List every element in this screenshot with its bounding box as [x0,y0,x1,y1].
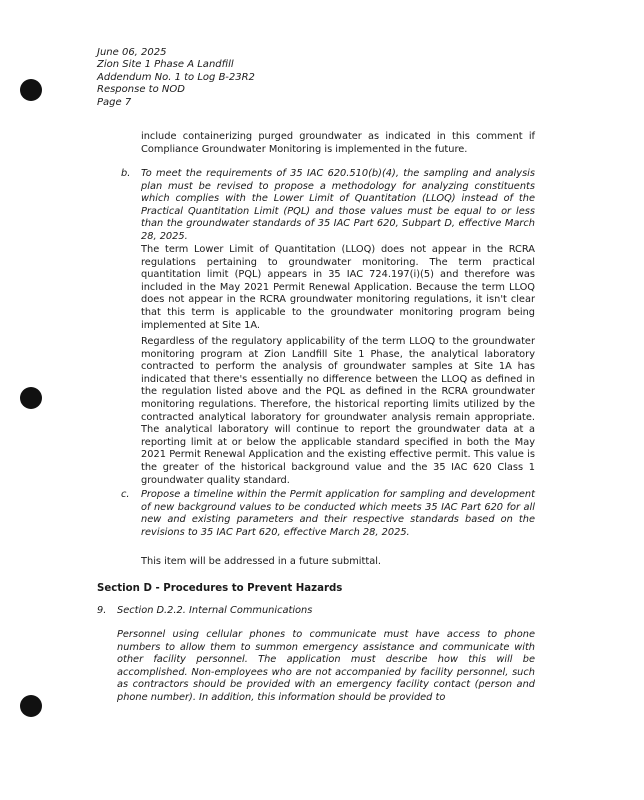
item-b-letter: b. [121,168,131,179]
item-9-comment: Personnel using cellular phones to communicate must have access to phone numbers to allow them to summon emergency assistance and communicate with other facility personnel. The application must describe how this will be accomplished. Non-employees who are not accompanied by facility personnel, such as contractors should be provided with an emergency facility contact (person and phone number). In addition, this information should be provided to [117,629,535,703]
page-header [97,47,255,109]
item-c-response: This item will be addressed in a future submittal. [141,556,382,567]
binder-hole-top [20,79,42,101]
item-b-response-1: The term Lower Limit of Quantitation (LLOQ) does not appear in the RCRA regulations pertaining to groundwater monitoring. The term practical quantitation limit (PQL) appears in 35 IAC 724.197(i)(5) and therefore was included in the May 2021 Permit Renewal Application. Because the term LLOQ does not appear in the RCRA groundwater monitoring regulations, it isn't clear that this term is applicable to the groundwater monitoring program being implemented at Site 1A. [141,244,535,331]
item-9-number: 9. [97,605,107,616]
header-response: Response to NOD [97,84,185,96]
item-9-title: Section D.2.2. Internal Communications [117,605,313,616]
intro-continuation: include containerizing purged groundwater as indicated in this comment if Compliance Groundwater Monitoring is implemented in the future. [141,131,535,155]
section-d-heading: Section D - Procedures to Prevent Hazards [97,583,343,594]
item-c-comment: Propose a timeline within the Permit application for sampling and development of new background values to be conducted which meets 35 IAC Part 620 for all new and existing parameters and their respective standards based on the revisions to 35 IAC Part 620, effective March 28, 2025. [141,489,535,538]
header-page-number: Page 7 [97,96,132,108]
header-site: Zion Site 1 Phase A Landfill [97,59,234,71]
binder-hole-middle [20,387,42,409]
binder-hole-bottom [20,695,42,717]
header-addendum: Addendum No. 1 to Log B-23R2 [97,71,255,83]
item-c-letter: c. [121,489,130,500]
item-b-response-2: Regardless of the regulatory applicability of the term LLOQ to the groundwater monitoring program at Zion Landfill Site 1 Phase, the analytical laboratory contracted to perform the analysis of groundwater samples at Site 1A has indicated that there's essentially no difference between the LLOQ as defined in the regulation listed above and the PQL as defined in the RCRA groundwater monitoring regulations. Therefore, the historical reporting limits utilized by the contracted analytical laboratory for groundwater analysis remain appropriate. The analytical laboratory will continue to report the groundwater data at a reporting limit at or below the applicable standard specified in both the May 2021 Permit Renewal Application and the existing effective permit. This value is the greater of the historical background value and the 35 IAC 620 Class 1 groundwater quality standard. [141,336,535,486]
item-b-comment: To meet the requirements of 35 IAC 620.510(b)(4), the sampling and analysis plan must be revised to propose a methodology for analyzing constituents which complies with the Lower Limit of Quantitation (LLOQ) instead of the Practical Quantitation Limit (PQL) and those values must be equal to or less than the groundwater standards of 35 IAC Part 620, Subpart D, effective March 28, 2025. [141,168,535,242]
header-date: June 06, 2025 [97,47,167,58]
